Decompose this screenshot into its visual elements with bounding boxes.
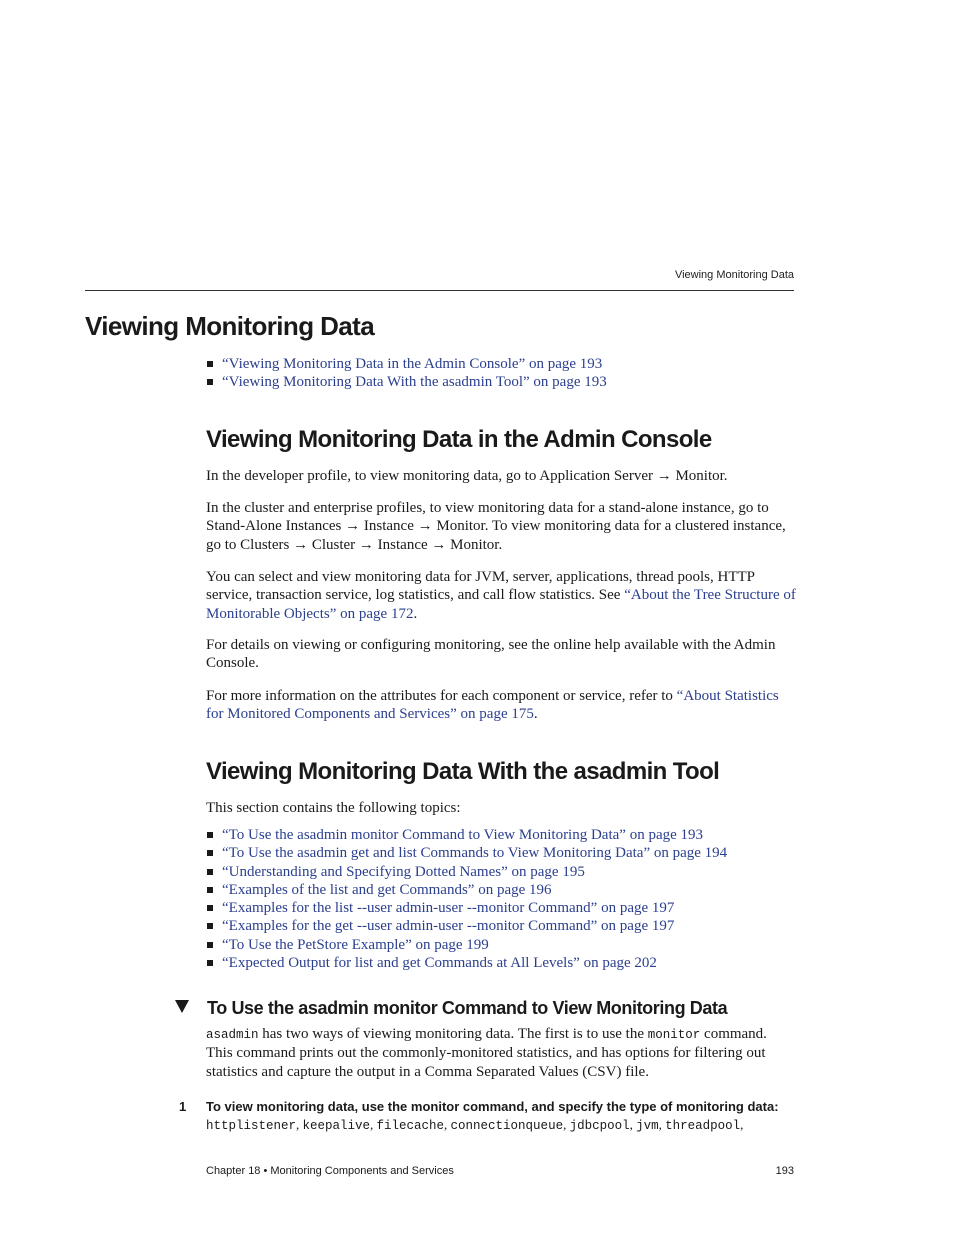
topic-link[interactable]: “To Use the asadmin monitor Command to View Monitoring Data” on page 193 (222, 827, 704, 843)
paragraph: In the developer profile, to view monitoring data, go to Application Server → Monitor. (206, 468, 728, 484)
topic-item[interactable] (206, 917, 806, 935)
topic-link[interactable]: “Understanding and Specifying Dotted Names” on page 195 (222, 863, 585, 880)
section-heading-admin-console: Viewing Monitoring Data in the Admin Console (206, 426, 712, 453)
topic-link[interactable]: “Examples for the get --user admin-user --monitor Command” on page 197 (222, 918, 675, 935)
bullet-icon (207, 850, 213, 856)
topic-item[interactable] (206, 954, 806, 972)
topic-link[interactable]: “Expected Output for list and get Commands at All Levels” on page 202 (222, 955, 657, 972)
paragraph: In the cluster and enterprise profiles, to view monitoring data for a stand-alone instance, go to Stand-Alone Instances → Instance → Monitor. To view monitoring data for a clustered instance, go to Clusters → Cluster → Instance → Monitor. (206, 500, 786, 553)
topic-link[interactable]: “Examples for the list --user admin-user --monitor Command” on page 197 (222, 900, 675, 917)
inline-code: httplistener (206, 1119, 297, 1133)
topic-link[interactable]: “To Use the PetStore Example” on page 199 (222, 936, 489, 953)
toc-link[interactable]: “Viewing Monitoring Data With the asadmin Tool” on page 193 (222, 374, 607, 391)
page-number: 193 (775, 1165, 794, 1177)
paragraph: asadmin has two ways of viewing monitoring data. The first is to use the monitor command. This command prints out the commonly-monitored statistics, and has options for filtering out statistics and capture the output in a Comma Separated Values (CSV) file. (206, 1026, 767, 1080)
bullet-icon (207, 887, 213, 893)
cross-reference-link[interactable]: “About the Tree Structure of Monitorable Objects” on page 172 (206, 587, 796, 622)
topic-link[interactable]: “Examples of the list and get Commands” on page 196 (222, 881, 552, 898)
inline-code: jvm (636, 1119, 659, 1133)
topic-list (206, 826, 806, 972)
bullet-icon (207, 923, 213, 929)
topic-item[interactable] (206, 899, 806, 917)
topic-item[interactable] (206, 881, 806, 899)
page-title: Viewing Monitoring Data (85, 311, 375, 341)
bullet-icon (207, 960, 213, 966)
toc-item[interactable] (206, 355, 806, 373)
topic-item[interactable] (206, 863, 806, 881)
bullet-icon (207, 832, 213, 838)
topic-item[interactable] (206, 826, 806, 844)
toc-list (206, 355, 806, 392)
step-code-list: httplistener, keepalive, filecache, connectionqueue, jdbcpool, jvm, threadpool, (206, 1117, 744, 1133)
bullet-icon (207, 942, 213, 948)
paragraph: For more information on the attributes for each component or service, refer to “About Statistics for Monitored Components and Services” on page 175. (206, 688, 779, 723)
step-instruction: To view monitoring data, use the monitor command, and specify the type of monitoring data: (206, 1099, 779, 1114)
toc-item[interactable] (206, 373, 806, 391)
header-rule (85, 290, 794, 291)
topic-item[interactable] (206, 844, 806, 862)
cross-reference-link[interactable]: “About Statistics for Monitored Components and Services” on page 175 (206, 688, 779, 723)
paragraph: You can select and view monitoring data for JVM, server, applications, thread pools, HTTP service, transaction service, log statistics, and call flow statistics. See “About the Tree Structure of Monitorable Objects” on page 172. (206, 569, 796, 622)
bullet-icon (207, 905, 213, 911)
inline-code: threadpool (665, 1119, 741, 1133)
procedure-triangle-icon (175, 1000, 189, 1013)
inline-code: connectionqueue (450, 1119, 564, 1133)
running-header: Viewing Monitoring Data (674, 269, 794, 281)
footer-chapter: Chapter 18 • Monitoring Components and Services (206, 1165, 454, 1177)
topic-item[interactable] (206, 936, 806, 954)
inline-code: jdbcpool (569, 1119, 630, 1133)
toc-link[interactable]: “Viewing Monitoring Data in the Admin Console” on page 193 (222, 356, 603, 372)
inline-code: keepalive (302, 1119, 371, 1133)
bullet-icon (207, 869, 213, 875)
paragraph: This section contains the following topics: (206, 800, 461, 816)
procedure-heading: To Use the asadmin monitor Command to View Monitoring Data (175, 998, 727, 1019)
inline-code: filecache (376, 1119, 445, 1133)
inline-code: asadmin (206, 1028, 259, 1042)
paragraph: For details on viewing or configuring monitoring, see the online help available with the Admin Console. (206, 637, 776, 672)
step-number: 1 (179, 1099, 187, 1114)
inline-code: monitor (647, 1028, 701, 1042)
bullet-icon (207, 379, 213, 385)
bullet-icon (207, 361, 213, 367)
section-heading-asadmin-tool: Viewing Monitoring Data With the asadmin Tool (206, 758, 720, 785)
topic-link[interactable]: “To Use the asadmin get and list Commands to View Monitoring Data” on page 194 (222, 845, 728, 862)
